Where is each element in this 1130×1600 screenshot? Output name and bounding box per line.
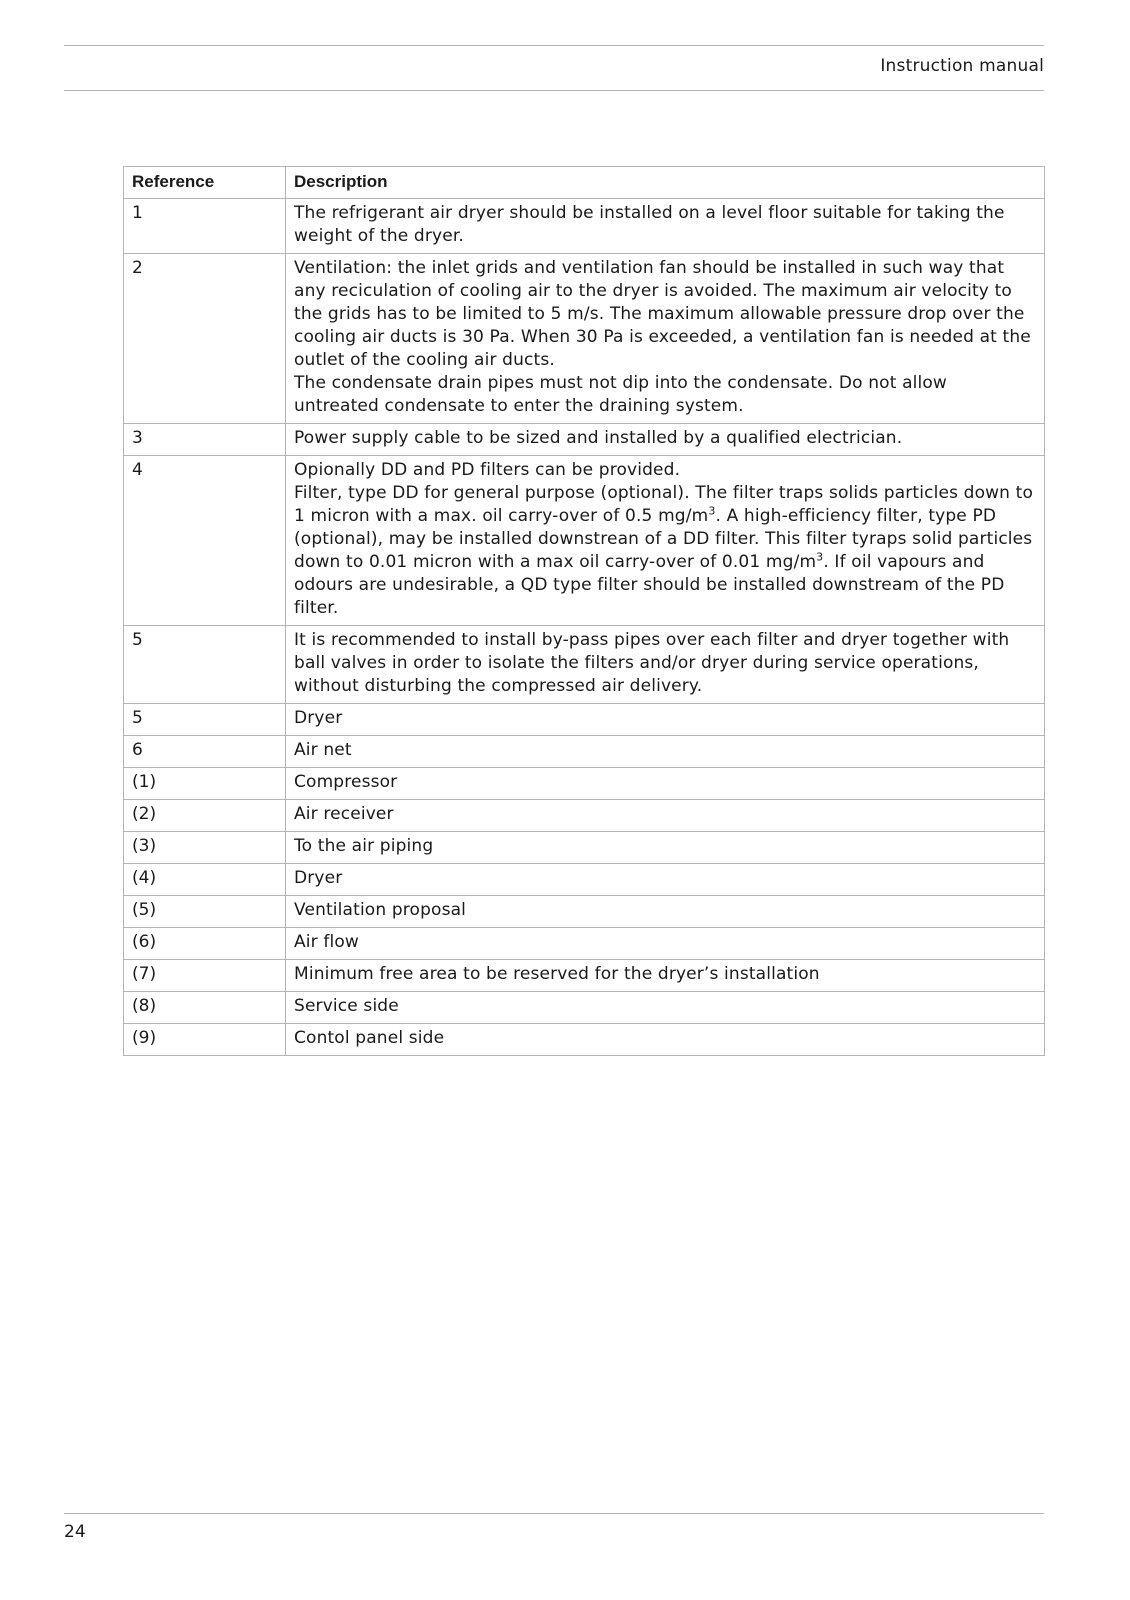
header-bottom-rule — [64, 90, 1044, 91]
description-text: The refrigerant air dryer should be installed on a level floor suitable for taking the weight of the dryer. — [294, 203, 1005, 246]
description-cell — [286, 1024, 1045, 1056]
table-row — [124, 704, 1045, 736]
table-row — [124, 1024, 1045, 1056]
description-cell — [286, 199, 1045, 254]
reference-cell: 6 — [124, 736, 286, 768]
reference-cell: (5) — [124, 896, 286, 928]
column-header-reference: Reference — [124, 167, 286, 199]
page-number: 24 — [64, 1522, 86, 1542]
filter-text-part: Filter, type DD for general purpose (optional). The filter traps solids particles down to 1 micron with a max. oil carry-over of 0.5 mg/m — [294, 483, 1034, 526]
description-text: Dryer — [294, 868, 343, 888]
footer-rule — [64, 1513, 1044, 1514]
reference-cell: 1 — [124, 199, 286, 254]
description-cell — [286, 768, 1045, 800]
description-cell — [286, 254, 1045, 424]
description-text: Compressor — [294, 772, 398, 792]
table-row — [124, 896, 1045, 928]
description-cell — [286, 704, 1045, 736]
description-text: Air receiver — [294, 804, 394, 824]
description-text: Dryer — [294, 708, 343, 728]
reference-cell: 5 — [124, 626, 286, 704]
description-cell — [286, 832, 1045, 864]
description-text: Opionally DD and PD filters can be provided. — [294, 460, 681, 480]
reference-cell: (1) — [124, 768, 286, 800]
filter-text-part: . If oil vapours and odours are undesirable, a QD type filter should be installed downstream of the PD filter. — [294, 552, 1005, 618]
table-row — [124, 456, 1045, 626]
reference-cell: 4 — [124, 456, 286, 626]
description-text: The condensate drain pipes must not dip into the condensate. Do not allow untreated condensate to enter the draining system. — [294, 373, 947, 416]
superscript: 3 — [708, 504, 716, 518]
description-cell — [286, 456, 1045, 626]
table-row — [124, 199, 1045, 254]
table-header-row — [124, 167, 1045, 199]
description-text: Air net — [294, 740, 352, 760]
header-title: Instruction manual — [880, 56, 1044, 76]
description-text: Contol panel side — [294, 1028, 445, 1048]
description-cell — [286, 896, 1045, 928]
table-row — [124, 864, 1045, 896]
column-header-description: Description — [286, 167, 1045, 199]
description-cell — [286, 800, 1045, 832]
description-text: It is recommended to install by-pass pipes over each filter and dryer together with ball valves in order to isolate the filters and/or dryer during service operations, without disturbing the compressed air delivery. — [294, 630, 1010, 696]
description-cell — [286, 992, 1045, 1024]
reference-cell: 5 — [124, 704, 286, 736]
reference-cell: 2 — [124, 254, 286, 424]
description-cell — [286, 864, 1045, 896]
reference-cell: (6) — [124, 928, 286, 960]
description-text: Service side — [294, 996, 399, 1016]
table-row — [124, 424, 1045, 456]
description-text: Power supply cable to be sized and installed by a qualified electrician. — [294, 428, 903, 448]
table-row — [124, 832, 1045, 864]
table-row — [124, 800, 1045, 832]
description-text: Ventilation: the inlet grids and ventilation fan should be installed in such way that any reciculation of cooling air to the dryer is avoided. The maximum air velocity to the grids has to be limited to 5 m/s. The maximum allowable pressure drop over the cooling air ducts is 30 Pa. When 30 Pa is exceeded, a ventilation fan is needed at the outlet of the cooling air ducts. — [294, 258, 1031, 370]
description-text: Ventilation proposal — [294, 900, 467, 920]
header-top-rule — [64, 45, 1044, 46]
table-row — [124, 960, 1045, 992]
filter-text-part: . A high-efficiency filter, type PD (optional), may be installed downstrean of a DD filter. This filter tyraps solid particles down to 0.01 micron with a max oil carry-over of 0.01 mg/m — [294, 506, 1033, 572]
reference-cell: (7) — [124, 960, 286, 992]
description-cell — [286, 424, 1045, 456]
table-row — [124, 928, 1045, 960]
description-cell — [286, 626, 1045, 704]
description-text: Minimum free area to be reserved for the dryer’s installation — [294, 964, 820, 984]
reference-cell: 3 — [124, 424, 286, 456]
reference-cell: (8) — [124, 992, 286, 1024]
description-cell — [286, 928, 1045, 960]
reference-cell: (9) — [124, 1024, 286, 1056]
reference-cell: (3) — [124, 832, 286, 864]
table-row — [124, 992, 1045, 1024]
table-row — [124, 254, 1045, 424]
reference-cell: (2) — [124, 800, 286, 832]
reference-cell: (4) — [124, 864, 286, 896]
table-row — [124, 768, 1045, 800]
description-cell — [286, 960, 1045, 992]
filter-description-text — [294, 482, 1036, 620]
superscript: 3 — [816, 550, 824, 564]
description-text: To the air piping — [294, 836, 434, 856]
table-row — [124, 626, 1045, 704]
table-row — [124, 736, 1045, 768]
description-text: Air flow — [294, 932, 359, 952]
description-cell — [286, 736, 1045, 768]
reference-table — [123, 166, 1045, 1056]
